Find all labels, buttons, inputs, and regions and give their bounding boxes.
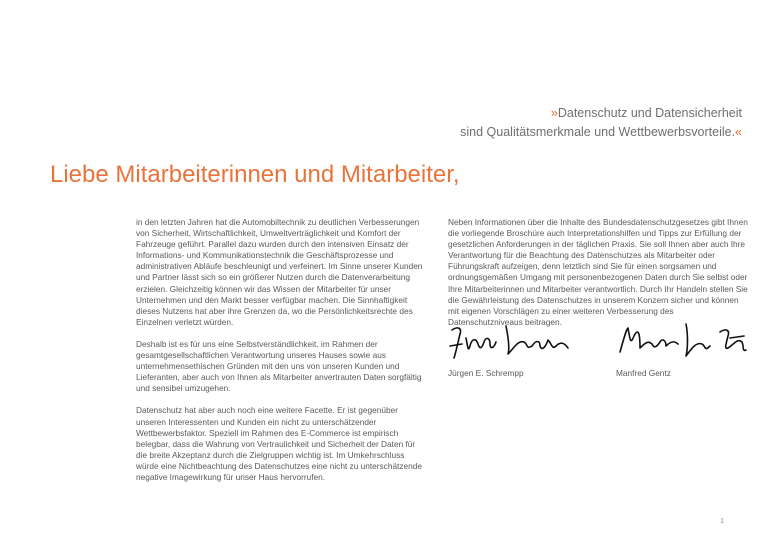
page-number: 1: [720, 518, 724, 525]
pull-quote-text-1: Datenschutz und Datensicherheit: [557, 106, 742, 120]
signature-block: [448, 318, 748, 378]
pull-quote-text-2: sind Qualitätsmerkmale und Wettbewerbsvorteile.: [460, 125, 736, 139]
left-paragraph-1: in den letzten Jahren hat die Automobiltechnik zu deutlichen Verbesserungen von Sicherheit, Wirtschaftlichkeit, Umweltverträglichkeit und Komfort der Fahrzeuge geführt. Parallel dazu wurden durch den intensiven Einsatz der Informations- und Kommunikationstechnik die Geschäftsprozesse und administrativen Abläufe beschleunigt und verfeinert. Im Sinne unserer Kunden und Partner lässt sich so ein größerer Nutzen durch die Datenverarbeitung erzielen. Gleichzeitig können wir das Wissen der Mitarbeiter für unser Unternehmen und den Markt besser verfügbar machen. Die Sinnhaftigkeit dieses Nutzens hat aber ihre Grenzen da, wo die Persönlichkeitsrechte des Einzelnen verletzt würden.: [136, 217, 423, 327]
pull-quote-line-1: [460, 104, 742, 123]
handwritten-signature-icon: [616, 318, 756, 366]
left-text-column: [136, 217, 428, 494]
quote-close-mark: «: [735, 125, 742, 139]
pull-quote-line-2: [460, 123, 742, 142]
pull-quote: [460, 104, 742, 142]
handwritten-signature-icon: [448, 318, 578, 366]
signature-gentz: [616, 318, 756, 378]
signature-name-1: Jürgen E. Schrempp: [448, 368, 524, 378]
right-paragraph-1: Neben Informationen über die Inhalte des Bundesdatenschutzgesetzes gibt Ihnen die vorliegende Broschüre auch Interpretationshilfen und Tipps zur Erfüllung der gesetzlichen Anforderungen in der täglichen Praxis. Sie soll Ihnen aber auch Ihre Verantwortung für die Beachtung des Datenschutzes als Mitarbeiter oder Führungskraft aufzeigen, denn letztlich sind Sie für einen sorgsamen und ordnungsgemäßen Umgang mit personenbezogenen Daten durch Sie selbst oder Ihre Mitarbeiterinnen und Mitarbeiter verantwortlich. Durch Ihr Handeln stellen Sie die Gewährleistung des Datenschutzes in unserem Konzern sicher und können mit eigenen Vorschlägen zu einer weiteren Verbesserung des Datenschutzniveaus beitragen.: [448, 217, 748, 327]
salutation-headline: Liebe Mitarbeiterinnen und Mitarbeiter,: [50, 161, 460, 188]
signature-schrempp: [448, 318, 578, 378]
quote-open-mark: »: [550, 106, 558, 120]
left-paragraph-2: Deshalb ist es für uns eine Selbstverständlichkeit, im Rahmen der gesamtgesellschaftlichen Verantwortung unseres Hauses sowie aus unternehmensethischen Gründen mit den uns von unseren Kunden und Lieferanten, aber auch von Ihnen als Mitarbeiter anvertrauten Daten sorgfältig und sensibel umzugehen.: [136, 338, 422, 394]
left-paragraph-3: Datenschutz hat aber auch noch eine weitere Facette. Er ist gegenüber unseren Interessenten und Kunden ein nicht zu unterschätzender Wettbewerbsfaktor. Speziell im Rahmen des E-Commerce ist empirisch belegbar, dass die Wahrung von Vertraulichkeit und Sicherheit der Daten für die breite Akzeptanz durch die Zielgruppen wichtig ist. Im Umkehrschluss würde eine Nichtbeachtung des Datenschutzes eine nicht zu unterschätzende negative Imagewirkung für unser Haus hervorrufen.: [136, 405, 422, 482]
signature-name-2: Manfred Gentz: [616, 368, 671, 378]
